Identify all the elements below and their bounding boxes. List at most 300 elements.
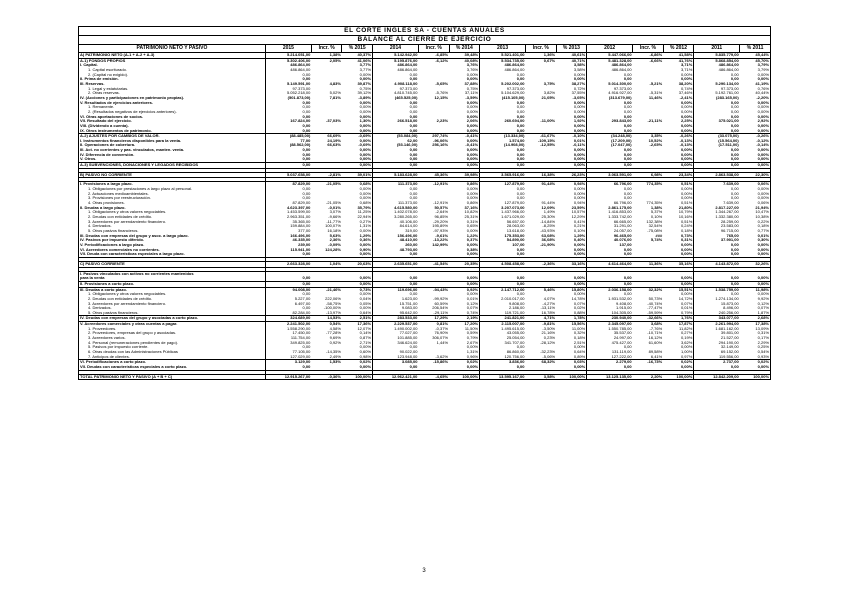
cell-value: 2.229.537,00: [373, 322, 419, 327]
cell-value: 41,06%: [342, 58, 373, 63]
cell-value: 0,18%: [740, 224, 771, 229]
cell-value: 94.008,00: [265, 287, 311, 292]
cell-value: 0,00%: [342, 139, 373, 144]
cell-value: 0,00: [587, 365, 633, 370]
cell-value: 0,67%: [526, 58, 557, 63]
cell-value: 0,00%: [740, 192, 771, 197]
cell-value: 13.125.135,00: [587, 374, 633, 380]
cell-value: 0,76%: [740, 87, 771, 92]
cell-value: 0,00: [516, 148, 525, 153]
cell-value: 0,00%: [342, 306, 373, 311]
cell-value: 37,11%: [449, 91, 480, 96]
cell-value: 5,37%: [650, 210, 663, 215]
cell-value: 10,38%: [740, 215, 771, 220]
cell-value: 0,00%: [740, 157, 771, 162]
cell-value: -12,55%: [540, 143, 556, 148]
cell-value: 7,81%: [329, 95, 341, 100]
row-label: 4. Derivados.: [79, 224, 266, 229]
cell-value: 97.373,00: [292, 86, 311, 91]
cell-value: 0,00%: [449, 115, 480, 120]
cell-value: -8,25%: [542, 224, 556, 229]
cell-value: 6,41%: [650, 354, 663, 359]
cell-value: -9,66%: [328, 215, 341, 219]
cell-value: 0,00: [302, 100, 311, 105]
cell-value: 9.083,00: [401, 306, 418, 311]
cell-value: 1.538.759,00: [694, 287, 740, 292]
cell-value: 0,00%: [663, 101, 694, 106]
cell-value: 127.222,00: [611, 354, 632, 359]
cell-value: -2,20%: [740, 96, 771, 101]
cell-value: 43.055,00: [506, 331, 525, 336]
cell-value: 21,80%: [663, 206, 694, 211]
cell-value: (53.146,00): [396, 143, 418, 148]
cell-value: 0,73%: [663, 234, 694, 239]
cell-value: 0,00: [302, 345, 311, 350]
cell-value: 206,54%: [432, 306, 449, 311]
cell-value: 0,51%: [663, 182, 694, 187]
column-header: 2011: [694, 45, 740, 53]
cell-value: 0,00: [265, 365, 311, 370]
cell-value: 156.496,00: [397, 233, 418, 238]
cell-value: 486.864,00: [718, 67, 739, 72]
cell-value: 0,36%: [342, 238, 373, 243]
cell-value: -37,03%: [326, 119, 341, 124]
row-label: B) PASIVO NO CORRIENTE: [79, 172, 266, 178]
cell-value: -61,67%: [526, 134, 557, 139]
cell-value: 0,94%: [556, 182, 587, 187]
cell-value: 0,00%: [740, 115, 771, 120]
cell-value: 256,16%: [432, 143, 449, 148]
cell-value: -77,28%: [326, 331, 341, 336]
cell-value: 486.864,00: [611, 63, 632, 68]
cell-value: 48.410,00: [399, 238, 418, 243]
cell-value: 5,02%: [329, 91, 341, 96]
cell-value: 0,00: [302, 105, 311, 110]
cell-value: 1,78%: [556, 316, 587, 322]
cell-value: 0,00%: [342, 229, 373, 234]
cell-value: 11,36%: [633, 261, 664, 267]
cell-value: -15,86%: [418, 360, 449, 365]
row-label: III. Deudas a corto plazo.: [79, 287, 266, 292]
cell-value: 2.115.007,00: [480, 322, 526, 327]
cell-value: 0,00%: [449, 252, 480, 257]
cell-value: 4.508.458,00: [480, 261, 526, 267]
cell-value: 2.963.351,00: [286, 215, 311, 219]
cell-value: 0,00%: [740, 101, 771, 106]
cell-value: 0,00: [302, 292, 311, 297]
cell-value: 0,00: [302, 72, 311, 77]
cell-value: 2.241.502,00: [265, 322, 311, 327]
cell-value: 132,38%: [646, 219, 663, 224]
cell-value: 0,00: [694, 252, 740, 257]
cell-value: 0,00: [730, 157, 739, 162]
row-label: TOTAL PATRIMONIO NETO Y PASIVO (A + B + C): [79, 374, 266, 380]
cell-value: 127.879,00: [480, 182, 526, 187]
cell-value: 0,00%: [449, 192, 480, 197]
cell-value: 0,00: [623, 100, 632, 105]
cell-value: 0,93%: [740, 355, 771, 360]
cell-value: 0,00: [587, 163, 633, 169]
cell-value: 2.663.328,00: [265, 261, 311, 267]
cell-value: 24.997,00: [613, 336, 632, 341]
cell-value: 5.290.134,00: [715, 81, 739, 86]
cell-value: 346.624,00: [397, 340, 418, 345]
cell-value: 87.829,00: [292, 201, 311, 206]
cell-value: 0,00%: [740, 292, 771, 297]
cell-value: ###: [655, 233, 663, 238]
cell-value: 0,00%: [740, 365, 771, 370]
cell-value: 82.284,00: [292, 310, 311, 315]
cell-value: 3.063.591,00: [587, 172, 633, 178]
row-label: VII. Deuda con características especiales a largo plazo.: [79, 252, 266, 257]
cell-value: 475.427,00: [611, 340, 632, 345]
cell-value: 0,00%: [663, 148, 694, 153]
row-label: 5. Pasivos por impuesto corriente.: [79, 345, 266, 350]
cell-value: 13.595.167,00: [480, 374, 526, 380]
cell-value: 0,00%: [663, 129, 694, 134]
row-label: 4. Otras provisiones.: [79, 201, 266, 206]
cell-value: (88.562,00): [289, 143, 311, 148]
cell-value: 0,00%: [740, 281, 771, 287]
cell-value: 0,00%: [663, 192, 694, 197]
cell-value: 0,00: [516, 100, 525, 105]
row-label: 3. Acreedores varios.: [79, 336, 266, 341]
cell-value: 5.868.854,00: [694, 58, 740, 63]
column-header: % 2015: [342, 45, 373, 53]
cell-value: 5,74%: [650, 238, 663, 243]
row-label: IX. Otros instrumentos de patrimonio.: [79, 129, 266, 134]
cell-value: (13.334,00): [480, 134, 526, 139]
cell-value: 2,92%: [740, 119, 771, 124]
cell-value: (17.511,00): [718, 143, 739, 148]
balance-table: [78, 26, 771, 380]
cell-value: 1,31%: [449, 350, 480, 355]
cell-value: 7.639,00: [723, 201, 739, 206]
row-label: 1. Remanente.: [79, 105, 266, 110]
column-header: 2013: [480, 45, 526, 53]
cell-value: 0,02%: [342, 360, 373, 365]
cell-value: 3,58%: [556, 68, 587, 73]
cell-value: 486.864,00: [290, 67, 311, 72]
cell-value: 2,67%: [449, 341, 480, 346]
row-label: 2. Deudas con entidades de crédito.: [79, 297, 266, 302]
cell-value: 0,30%: [740, 238, 771, 243]
cell-value: (33.075,00): [694, 134, 740, 139]
row-label: 6. Otras deudas con las Administraciones Públicas: [79, 350, 266, 355]
cell-value: 0,00%: [342, 292, 373, 297]
cell-value: 119.556,00: [718, 354, 739, 359]
cell-value: 35.365,00: [292, 219, 311, 224]
cell-value: (88.485,00): [265, 134, 311, 139]
cell-value: 4,07%: [543, 296, 556, 301]
cell-value: 0,00: [730, 77, 739, 82]
cell-value: 486.864,00: [290, 63, 311, 68]
cell-value: 0,00%: [342, 105, 373, 110]
cell-value: 0,00%: [663, 73, 694, 78]
cell-value: 0,05%: [342, 302, 373, 307]
cell-value: 84.614,00: [399, 224, 418, 229]
cell-value: 0,00%: [342, 157, 373, 162]
cell-value: 3.129,00: [265, 360, 311, 365]
cell-value: 2.737,00: [694, 360, 740, 365]
cell-value: 0,00%: [663, 157, 694, 162]
cell-value: 4.623.397,00: [286, 205, 311, 210]
cell-value: 5.183.628,00: [373, 172, 419, 178]
cell-value: 0,54%: [311, 322, 342, 327]
cell-value: 0,00%: [740, 196, 771, 201]
cell-value: 28.259,00: [720, 219, 739, 224]
cell-value: 0,75%: [449, 87, 480, 92]
cell-value: 0,00: [409, 114, 418, 119]
cell-value: 0,00%: [663, 110, 694, 115]
cell-value: 39,48%: [449, 53, 480, 59]
row-label: A-2) AJUSTES POR CAMBIOS DE VALOR.: [79, 134, 266, 139]
row-label: A) PATRIMONIO NETO (A-1 + A-2 + A-3): [79, 53, 266, 59]
cell-value: 0,00: [730, 191, 739, 196]
cell-value: 40,61%: [556, 53, 587, 59]
cell-value: 33,16%: [556, 261, 587, 267]
cell-value: 1.915,00: [616, 306, 632, 311]
cell-value: 0,00: [302, 114, 311, 119]
cell-value: 486.864,00: [611, 67, 632, 72]
cell-value: 0,00: [730, 128, 739, 133]
cell-value: 0,00%: [449, 73, 480, 78]
cell-value: -6,66%: [633, 58, 664, 63]
cell-value: 2,06%: [449, 119, 480, 124]
cell-value: 0,02%: [663, 360, 694, 365]
cell-value: 127.029,00: [290, 354, 311, 359]
cell-value: 0,27%: [663, 331, 694, 336]
cell-value: 0,74%: [663, 87, 694, 92]
cell-value: 0,00%: [556, 73, 587, 78]
cell-value: 50,73%: [648, 296, 663, 301]
cell-value: 0,00%: [342, 365, 373, 370]
cell-value: 97.373,00: [720, 86, 739, 91]
cell-value: 0,00: [409, 196, 418, 201]
cell-value: 2,19%: [449, 316, 480, 322]
cell-value: -5,31%: [649, 91, 663, 96]
cell-value: 48.793,00: [399, 247, 418, 252]
cell-value: 1.681.162,00: [715, 326, 739, 331]
cell-value: 0,00%: [449, 77, 480, 82]
cell-value: 0,22%: [740, 220, 771, 225]
cell-value: 1.623,00: [401, 296, 418, 301]
cell-value: 1,38%: [311, 53, 342, 59]
cell-value: 40.076,00: [613, 238, 632, 243]
cell-value: 0,27%: [342, 220, 373, 225]
cell-value: 35,16%: [663, 261, 694, 267]
cell-value: -5,76%: [435, 91, 449, 96]
report-title: EL CORTE INGLÉS SA - CUENTAS ANUALES: [79, 27, 771, 36]
cell-value: 0,74%: [449, 311, 480, 316]
row-label: I. Provisiones a largo plazo.: [79, 182, 266, 187]
cell-value: 0,00%: [556, 345, 587, 350]
cell-value: 20,63%: [342, 261, 373, 267]
cell-value: 63,08%: [541, 233, 556, 238]
cell-value: -6,86%: [633, 53, 664, 59]
cell-value: 0,00: [302, 276, 311, 281]
cell-value: 0,00%: [342, 110, 373, 115]
cell-value: 2,36%: [329, 238, 341, 243]
cell-value: 5.521.401,00: [480, 53, 526, 59]
cell-value: 0,00%: [556, 276, 587, 281]
cell-value: 0,75%: [342, 87, 373, 92]
cell-value: 0,92%: [329, 340, 341, 345]
row-label: II. Provisiones a corto plazo.: [79, 281, 266, 287]
cell-value: 14,53%: [311, 316, 342, 322]
column-header: PATRIMONIO NETO Y PASIVO: [79, 45, 266, 53]
cell-value: 0,00: [409, 345, 418, 350]
cell-value: 0,00: [516, 109, 525, 114]
row-label: V. Periodificaciones a largo plazo.: [79, 243, 266, 248]
cell-value: 0,00: [409, 128, 418, 133]
cell-value: 89,58%: [648, 350, 663, 355]
cell-value: -0,10%: [556, 134, 587, 139]
cell-value: 24.057,00: [613, 228, 632, 233]
cell-value: 111.373,00: [397, 201, 418, 206]
row-label: 3. Acreedores por arrendamiento financiero.: [79, 220, 266, 225]
cell-value: 0,00%: [342, 187, 373, 192]
cell-value: 8.496,00: [723, 306, 739, 311]
row-label: VI. Acreedores comerciales no corrientes.: [79, 248, 266, 253]
cell-value: 5.052.218,00: [286, 91, 311, 96]
row-label: IV. (Acciones y participaciones en patrimonio propias).: [79, 96, 266, 101]
cell-value: 0,00%: [342, 153, 373, 158]
cell-value: 0,64%: [342, 311, 373, 316]
cell-value: (34.248,00): [587, 134, 633, 139]
cell-value: 0,00: [516, 77, 525, 82]
cell-value: 3,79%: [740, 68, 771, 73]
cell-value: 0,01%: [663, 306, 694, 311]
cell-value: 24,19%: [327, 138, 341, 143]
column-header: % 2014: [449, 45, 480, 53]
cell-value: 0,79%: [449, 336, 480, 341]
cell-value: -13,11%: [540, 306, 556, 311]
cell-value: 86.860,00: [506, 350, 525, 355]
row-label: VII. Deudas con características especiales a corto plazo.: [79, 365, 266, 370]
cell-value: 11,50%: [449, 327, 480, 332]
cell-value: 36,08%: [541, 238, 556, 243]
cell-value: 12,15%: [434, 95, 449, 100]
cell-value: 0,00: [409, 148, 418, 153]
cell-value: 0,00: [373, 163, 419, 169]
cell-value: 0,00: [302, 196, 311, 201]
cell-value: 37,55%: [556, 91, 587, 96]
subtitle-row: [79, 36, 771, 45]
cell-value: 1,22%: [449, 234, 480, 239]
cell-value: 0,00: [302, 77, 311, 82]
row-label: II. Operaciones de cobertura.: [79, 143, 266, 148]
cell-value: 5.481.328,00: [587, 58, 633, 63]
cell-value: 0,00%: [342, 281, 373, 287]
cell-value: 0,00: [409, 157, 418, 162]
cell-value: 0,00: [516, 157, 525, 162]
cell-value: 37.901,00: [720, 238, 739, 243]
cell-value: -21,11%: [647, 119, 663, 124]
cell-value: -5,06%: [542, 354, 556, 359]
cell-value: 1.671.029,00: [501, 215, 525, 219]
cell-value: 0,00%: [342, 276, 373, 281]
cell-value: -43,93%: [540, 228, 556, 233]
cell-value: 1.550.785,00: [608, 326, 632, 331]
cell-value: 260,00: [405, 242, 418, 247]
cell-value: 16,38%: [526, 172, 557, 178]
cell-value: 0,00: [409, 292, 418, 297]
cell-value: 21.527,00: [720, 336, 739, 341]
cell-value: 0,00: [730, 100, 739, 105]
cell-value: 377,00: [298, 228, 311, 233]
cell-value: 0,86%: [449, 182, 480, 187]
cell-value: 0,00: [409, 109, 418, 114]
cell-value: -11,77%: [326, 219, 341, 224]
cell-value: 37,46%: [663, 91, 694, 96]
cell-value: 0,00: [302, 128, 311, 133]
cell-value: 15,56%: [556, 322, 587, 327]
cell-value: 40,44%: [740, 91, 771, 96]
cell-value: 0,00%: [663, 105, 694, 110]
cell-value: 0,00: [409, 105, 418, 110]
cell-value: 0,00%: [740, 163, 771, 169]
cell-value: 2.635.651,00: [373, 261, 419, 267]
cell-value: 1,04%: [311, 261, 342, 267]
cell-value: 0,00: [265, 281, 311, 287]
cell-value: 9.408,00: [616, 301, 632, 306]
cell-value: 2,51%: [342, 316, 373, 322]
cell-value: 0,24%: [663, 224, 694, 229]
cell-value: 1,29%: [556, 234, 587, 239]
cell-value: (14.908,00): [504, 143, 525, 148]
cell-value: 111.754,00: [290, 336, 311, 341]
cell-value: 0,00%: [556, 77, 587, 82]
cell-value: 120.756,00: [504, 354, 525, 359]
cell-value: 0,01%: [740, 234, 771, 239]
cell-value: 0,00: [623, 157, 632, 162]
row-label: 2. Actuaciones medioambientales.: [79, 192, 266, 197]
cell-value: 5.149.591,00: [286, 81, 311, 86]
cell-value: 0,00: [516, 105, 525, 110]
cell-value: 230.940,00: [587, 316, 633, 322]
cell-value: 87.829,00: [265, 182, 311, 187]
cell-value: 0,00: [623, 292, 632, 297]
cell-value: 1,76%: [663, 316, 694, 322]
cell-value: 37,88%: [449, 82, 480, 87]
cell-value: 0,00: [409, 187, 418, 192]
cell-value: -2,64%: [435, 210, 449, 215]
cell-value: 0,00%: [449, 229, 480, 234]
cell-value: 0,54%: [740, 350, 771, 355]
cell-value: 0,59%: [449, 331, 480, 336]
cell-value: 41,58%: [663, 53, 694, 59]
cell-value: 124,28%: [325, 247, 341, 252]
cell-value: 0,00%: [663, 281, 694, 287]
cell-value: 0,00%: [342, 129, 373, 134]
cell-value: -41,54%: [418, 261, 449, 267]
cell-value: 0,00: [409, 123, 418, 128]
cell-value: 0,00%: [663, 292, 694, 297]
cell-value: 0,00%: [740, 276, 771, 281]
cell-value: 2,29%: [740, 341, 771, 346]
cell-value: 5.227,00: [294, 296, 311, 301]
cell-value: 12,09%: [541, 205, 556, 210]
cell-value: 66,63%: [327, 143, 341, 148]
cell-value: -0,11%: [556, 143, 587, 148]
cell-value: -40,74%: [647, 301, 663, 306]
cell-value: 12,29%: [556, 215, 587, 220]
cell-value: -0,37%: [435, 326, 449, 331]
cell-value: -14,35%: [326, 350, 341, 355]
cell-value: 6.497,00: [294, 301, 311, 306]
report-subtitle: BALANCE AL CIERRE DE EJERCICIO: [79, 36, 771, 45]
